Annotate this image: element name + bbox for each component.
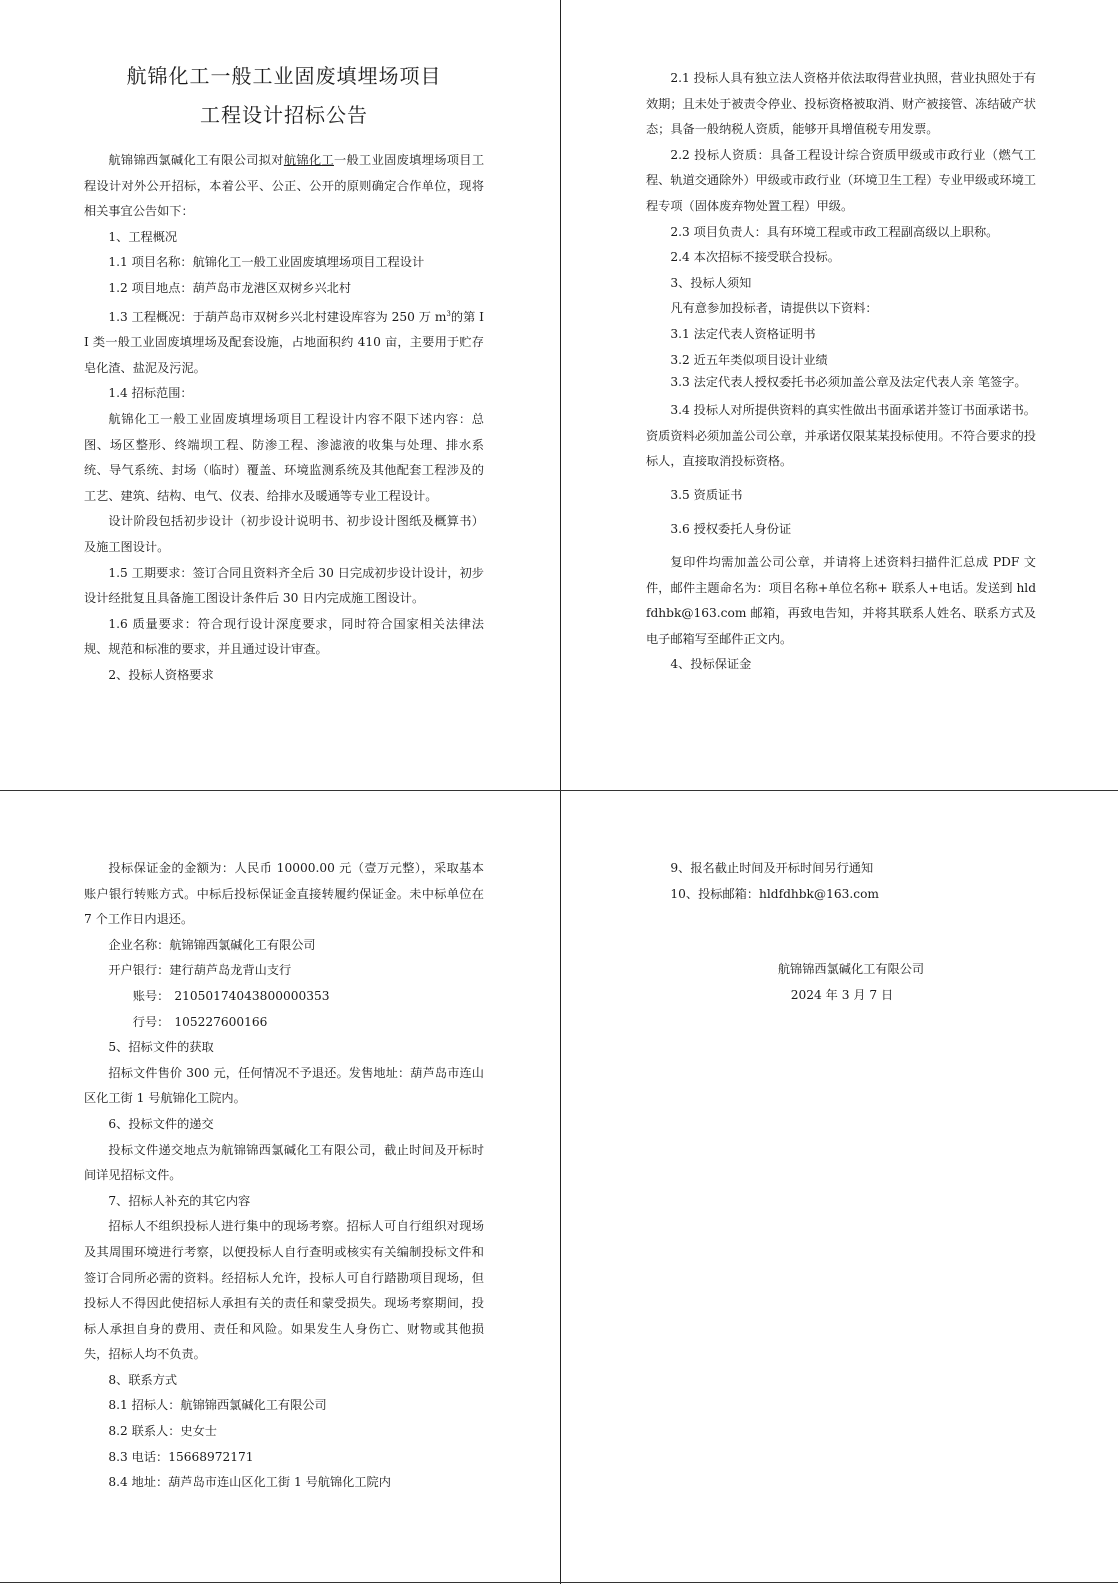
page-3 [84,856,484,1496]
vertical-page-divider [560,0,561,1584]
horizontal-page-divider [0,790,1118,791]
item-8-1: 8.1 招标人：航锦锦西氯碱化工有限公司 [108,1398,327,1413]
item-3-6: 3.6 授权委托人身份证 [670,521,792,536]
section-3-heading: 3、投标人须知 [670,275,752,290]
bank-label: 开户银行： [108,963,170,978]
item-1-3: 1.3 工程概况：于葫芦岛市双树乡兴北村建设库容为 250 万 $m^3$的第 II 类一般工业固废填埋场及配套设施，占地面积约 410 亩，主要用于贮存皂化渣、盐泥及污泥。 [84,309,484,375]
bank-number-label: 行号： [132,1014,170,1029]
page-2 [646,66,1036,678]
page-4 [646,856,1046,1008]
spacer [646,907,1046,957]
account-row [84,984,484,1010]
item-1-4-body: 航锦化工一般工业固废填埋场项目工程设计内容不限下述内容：总图、场区整形、终端坝工程、防渗工程、渗滤液的收集与处理、排水系统、导气系统、封场（临时）覆盖、环境监测系统及其他配套工程涉及的工艺、建筑、结构、电气、仪表、给排水及暖通等专业工程设计。 [84,412,484,503]
item-1-4-stage: 设计阶段包括初步设计（初步设计说明书、初步设计图纸及概算书）及施工图设计。 [84,514,484,554]
section-7-body: 招标人不组织投标人进行集中的现场考察。招标人可自行组织对现场及其周围环境进行考察，以便投标人自行查明或核实有关编制投标文件和签订合同所必需的资料。经招标人允许，投标人可自行踏勘项目现场，但投标人不得因此使招标人承担有关的责任和蒙受损失。现场考察期间，投标人承担自身的费用、责任和风险。如果发生人身伤亡、财物或其他损失，招标人均不负责。 [84,1219,484,1362]
deposit-paragraph: 投标保证金的金额为：人民币 10000.00 元（壹万元整），采取基本账户银行转账方式。中标后投标保证金直接转履约保证金。未中标单位在 7 个工作日内退还。 [84,861,484,927]
item-10: 10、投标邮箱：hldfdhbk@163.com [670,886,879,901]
intro-paragraph: 航锦锦西氯碱化工有限公司拟对航锦化工一般工业固废填埋场项目工程设计对外公开招标，本着公平、公正、公开的原则确定合作单位，现将相关事宜公告如下： [84,153,485,219]
item-9: 9、报名截止时间及开标时间另行通知 [670,861,874,875]
item-2-1: 2.1 投标人具有独立法人资格并依法取得营业执照，营业执照处于有效期；且未处于被责令停业、投标资格被取消、财产被接管、冻结破产状态；具备一般纳税人资质，能够开具增值税专用发票。 [646,71,1036,137]
signature-date: 2024 年 3 月 7 日 [790,987,894,1002]
section-2-heading: 2、投标人资格要求 [108,667,214,682]
item-1-4: 1.4 招标范围： [108,386,193,401]
page-1 [84,60,484,689]
item-8-3: 8.3 电话：15668972171 [108,1449,254,1464]
spacer [646,475,1036,483]
company-name-row [84,933,484,959]
signature-company: 航锦锦西氯碱化工有限公司 [777,962,925,977]
bottom-page-border [0,1582,1118,1583]
item-1-2: 1.2 项目地点：葫芦岛市龙港区双树乡兴北村 [108,280,352,295]
item-3-1: 3.1 法定代表人资格证明书 [670,326,816,341]
item-3-4: 3.4 投标人对所提供资料的真实性做出书面承诺并签订书面承诺书。资质资料必须加盖公司公章，并承诺仅限某某投标使用。不符合要求的投标人，直接取消投标资格。 [646,403,1036,469]
item-2-3: 2.3 项目负责人：具有环境工程或市政工程副高级以上职称。 [670,224,999,239]
copy-note: 复印件均需加盖公司公章，并请将上述资料扫描件汇总成 PDF 文件，邮件主题命名为：项目名称+单位名称+ 联系人+电话。发送到 hldfdhbk@163.com 邮箱，再致电告知，并将其联系人姓名、联系方式及电子邮箱写至邮件正文内。 [646,555,1036,646]
account-value: 21050174043800000353 [174,988,330,1003]
section-6-heading: 6、投标文件的递交 [108,1116,214,1131]
section-4-heading: 4、投标保证金 [670,657,752,672]
item-2-2: 2.2 投标人资质：具备工程设计综合资质甲级或市政行业（燃气工程、轨道交通除外）甲级或市政行业（环境卫生工程）专业甲级或环境工程专项（固体废弃物处置工程）甲级。 [646,147,1036,213]
item-3-2: 3.2 近五年类似项目设计业绩 [670,352,828,367]
item-8-2: 8.2 联系人：史女士 [108,1424,217,1439]
company-value: 航锦锦西氯碱化工有限公司 [169,937,316,952]
section-3-intro: 凡有意参加投标者，请提供以下资料： [670,301,878,316]
section-5-body: 招标文件售价 300 元，任何情况不予退还。发售地址：葫芦岛市连山区化工街 1 号航锦化工院内。 [84,1065,484,1106]
item-1-6: 1.6 质量要求：符合现行设计深度要求，同时符合国家相关法律法规、规范和标准的要求，并且通过设计审查。 [84,616,484,657]
section-8-heading: 8、联系方式 [108,1372,178,1387]
bank-number-row [84,1010,484,1036]
item-1-1: 1.1 项目名称：航锦化工一般工业固废填埋场项目工程设计 [108,255,425,270]
bank-row [84,958,484,984]
document-title-line-2: 工程设计招标公告 [200,103,368,127]
item-8-4: 8.4 地址：葫芦岛市连山区化工街 1 号航锦化工院内 [108,1475,391,1490]
company-label: 企业名称： [108,937,170,952]
item-3-5: 3.5 资质证书 [670,487,743,502]
bank-number-value: 105227600166 [174,1014,268,1029]
section-7-heading: 7、招标人补充的其它内容 [108,1193,251,1208]
item-2-4: 2.4 本次招标不接受联合投标。 [670,250,840,265]
section-1-heading: 1、工程概况 [108,229,178,244]
spacer [646,542,1036,550]
spacer [646,509,1036,517]
section-5-heading: 5、招标文件的获取 [108,1040,214,1055]
item-3-3: 3.3 法定代表人授权委托书必须加盖公章及法定代表人亲 笔签字。 [670,375,1027,390]
section-6-body: 投标文件递交地点为航锦锦西氯碱化工有限公司，截止时间及开标时间详见招标文件。 [84,1142,484,1183]
document-title-line-1: 航锦化工一般工业固废填埋场项目 [126,64,442,88]
item-1-5: 1.5 工期要求：签订合同且资料齐全后 30 日完成初步设计设计，初步设计经批复且具备施工图设计条件后 30 日内完成施工图设计。 [84,565,484,606]
bank-value: 建行葫芦岛龙背山支行 [169,963,292,978]
account-label: 账号： [132,988,170,1003]
